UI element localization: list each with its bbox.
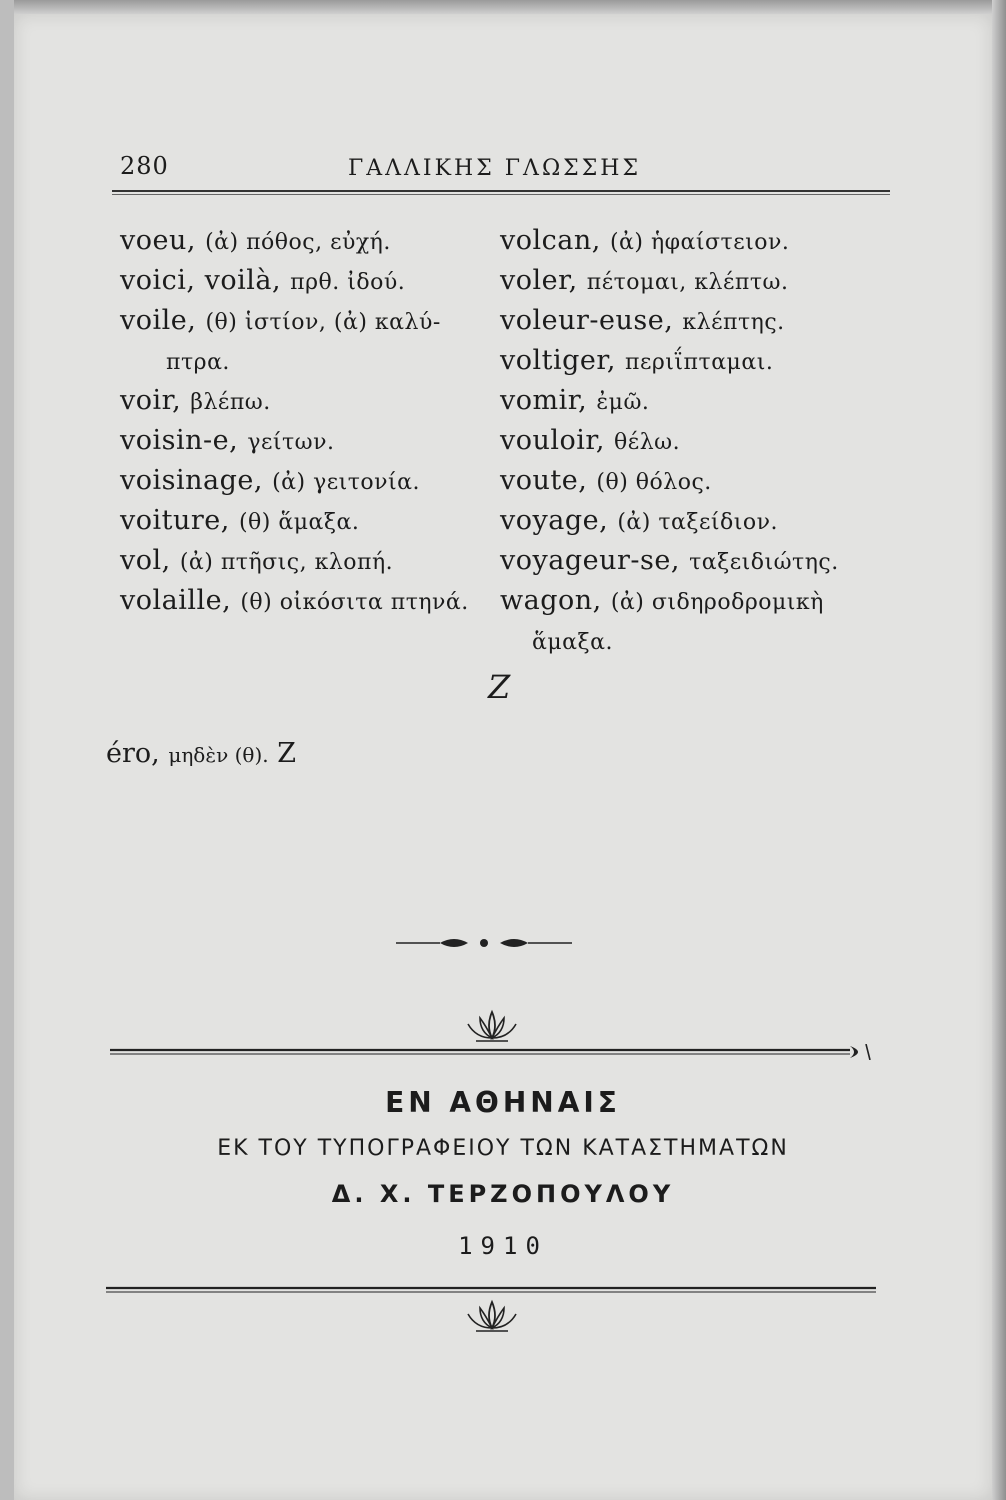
entry-term: éro, — [106, 738, 160, 769]
dictionary-entry — [120, 422, 490, 462]
entry-term: volcan, — [500, 225, 601, 256]
page-header — [120, 150, 890, 190]
entry-term: voyageur-se, — [500, 545, 680, 576]
entry-term: voltiger, — [500, 345, 616, 376]
entry-translation: πρθ. ἰδού. — [290, 270, 406, 295]
dictionary-entry — [500, 222, 880, 262]
dictionary-entry — [120, 502, 490, 542]
page-top-edge — [14, 0, 1006, 14]
decorative-rule — [110, 1044, 876, 1060]
entry-term: voici, voilà, — [120, 265, 282, 296]
dictionary-entry — [500, 542, 880, 582]
section-letter-z: Z — [488, 668, 511, 706]
entry-tail: Z — [277, 738, 296, 769]
imprint-press: ΕΚ ΤΟΥ ΤΥΠΟΓΡΑΦΕΙΟΥ ΤΩΝ ΚΑΤΑΣΤΗΜΑΤΩΝ — [217, 1136, 789, 1161]
dictionary-entry — [120, 462, 490, 502]
dictionary-entry — [500, 262, 880, 302]
entry-term: voyage, — [500, 505, 609, 536]
dictionary-entry — [120, 542, 490, 582]
entry-translation: (ἀ) γειτονία. — [272, 470, 421, 495]
entry-term: voute, — [500, 465, 588, 496]
running-title: ΓΑΛΛΙΚΗΣ ΓΛΩΣΣΗΣ — [348, 156, 642, 181]
entry-translation: μηδὲν (θ). — [168, 743, 269, 767]
dictionary-entry — [120, 302, 490, 342]
dictionary-entry — [120, 262, 490, 302]
dictionary-entry — [120, 382, 490, 422]
left-column — [120, 222, 490, 622]
entry-term: wagon, — [500, 585, 602, 616]
dictionary-entry — [120, 222, 490, 262]
imprint-city: ΕΝ ΑΘΗΝΑΙΣ — [385, 1086, 621, 1119]
entry-term: vol, — [120, 545, 171, 576]
dictionary-entry-continuation — [500, 622, 880, 662]
entry-term: vomir, — [500, 385, 588, 416]
dictionary-entry — [500, 342, 880, 382]
entry-term: voisinage, — [120, 465, 263, 496]
entry-translation: (ἀ) ταξείδιον. — [617, 510, 778, 535]
dictionary-entry-continuation — [120, 342, 490, 382]
entry-term: voeu, — [120, 225, 196, 256]
entry-translation: πτρα. — [166, 350, 230, 375]
entry-term: voir, — [120, 385, 182, 416]
entry-translation: (θ) θόλος. — [596, 470, 712, 495]
entry-term: voler, — [500, 265, 578, 296]
entry-translation: (ἀ) πόθος, εὐχή. — [205, 230, 391, 255]
entry-translation: (θ) ἱστίον, (ἀ) καλύ- — [205, 310, 441, 335]
entry-translation: περιΐπταμαι. — [625, 350, 774, 375]
entry-translation: ταξειδιώτης. — [689, 550, 839, 575]
entry-translation: (ἀ) σιδηροδρομικὴ — [610, 590, 824, 615]
entry-translation: ἐμῶ. — [596, 390, 650, 415]
right-column — [500, 222, 880, 662]
entry-term: voiture, — [120, 505, 230, 536]
dictionary-entry — [500, 302, 880, 342]
entry-translation: (θ) οἰκόσιτα πτηνά. — [240, 590, 469, 615]
dictionary-entry — [500, 462, 880, 502]
entry-translation: βλέπω. — [190, 390, 271, 415]
entry-term: vouloir, — [500, 425, 605, 456]
imprint-year: 1910 — [458, 1232, 548, 1260]
entry-translation: κλέπτης. — [682, 310, 785, 335]
entry-term: volaille, — [120, 585, 232, 616]
entry-translation: γείτων. — [247, 430, 335, 455]
dictionary-entry — [500, 422, 880, 462]
page-number: 280 — [120, 152, 169, 180]
entry-translation: (ἀ) ἡφαίστειον. — [609, 230, 790, 255]
entry-translation: πέτομαι, κλέπτω. — [586, 270, 789, 295]
dictionary-entry — [120, 582, 490, 622]
lotus-ornament-icon — [462, 1008, 522, 1044]
lotus-ornament-icon — [462, 1298, 522, 1334]
entry-translation: ἅμαξα. — [532, 630, 613, 655]
imprint-publisher: Δ. Χ. ΤΕΡΖΟΠΟΥΛΟΥ — [331, 1180, 675, 1208]
header-rule — [112, 190, 890, 195]
entry-term: voleur-euse, — [500, 305, 674, 336]
entry-term: voisin-e, — [120, 425, 239, 456]
dictionary-entry — [500, 502, 880, 542]
entry-term: voile, — [120, 305, 197, 336]
entry-translation: (θ) ἅμαξα. — [238, 510, 360, 535]
dictionary-entry — [500, 582, 880, 622]
decorative-rule — [106, 1284, 876, 1296]
entry-translation: θέλω. — [614, 430, 681, 455]
leaf-ornament-icon — [396, 930, 572, 956]
dictionary-entry — [500, 382, 880, 422]
dictionary-entry — [106, 738, 296, 769]
page-right-edge — [992, 0, 1006, 1500]
entry-translation: (ἀ) πτῆσις, κλοπή. — [179, 550, 394, 575]
